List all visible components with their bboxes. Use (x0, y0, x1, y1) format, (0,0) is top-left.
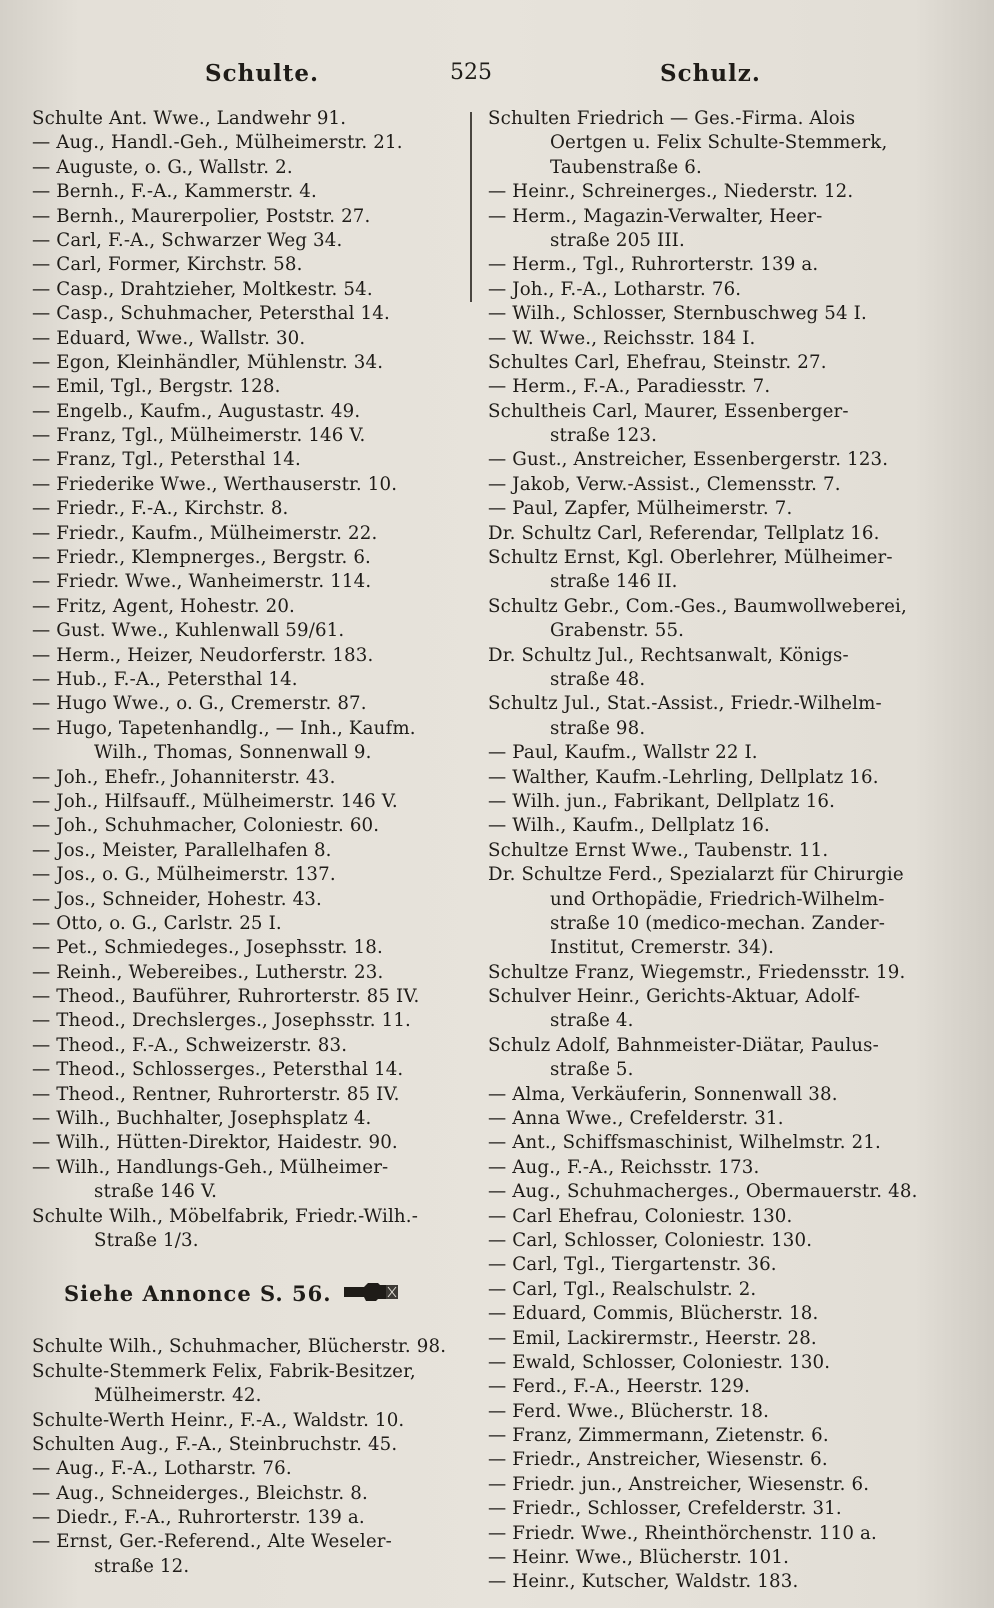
pointing-hand-icon (342, 1279, 400, 1313)
directory-entry: — Franz, Tgl., Mülheimerstr. 146 V. (32, 425, 366, 447)
page-number: 525 (450, 60, 492, 85)
entry-continuation: straße 146 V. (94, 1181, 218, 1203)
directory-entry: — Joh., Hilfsauff., Mülheimerstr. 146 V. (32, 790, 398, 812)
directory-entry: — Friedr. Wwe., Rheinthörchenstr. 110 a. (488, 1522, 877, 1544)
left-column (32, 107, 472, 1579)
directory-entry: — Hub., F.-A., Petersthal 14. (32, 668, 298, 690)
entry-continuation: Taubenstraße 6. (550, 156, 702, 178)
entry-continuation: Wilh., Thomas, Sonnenwall 9. (94, 742, 372, 764)
directory-entry: — Carl, F.-A., Schwarzer Weg 34. (32, 229, 343, 251)
directory-entry: — Friedr. jun., Anstreicher, Wiesenstr. 6. (488, 1473, 870, 1495)
entry-continuation: straße 48. (550, 668, 646, 690)
directory-entry: — Carl, Former, Kirchstr. 58. (32, 254, 303, 276)
directory-entry: — Gust., Anstreicher, Essenbergerstr. 123. (488, 449, 889, 471)
directory-entry: — Aug., Schneiderges., Bleichstr. 8. (32, 1482, 368, 1504)
directory-entry: — Paul, Zapfer, Mülheimerstr. 7. (488, 498, 793, 520)
directory-entry: — Friedr., Kaufm., Mülheimerstr. 22. (32, 522, 378, 544)
directory-entry: — Ant., Schiffsmaschinist, Wilhelmstr. 21. (488, 1132, 881, 1154)
directory-entry: — Hugo, Tapetenhandlg., — Inh., Kaufm. (32, 717, 416, 739)
directory-entry: Dr. Schultz Jul., Rechtsanwalt, Königs- (488, 644, 849, 666)
entry-continuation: straße 98. (550, 717, 646, 739)
directory-entry: — Aug., Schuhmacherges., Obermauerstr. 48. (488, 1181, 918, 1203)
directory-entry: Schultz Gebr., Com.-Ges., Baumwollweberei, (488, 595, 907, 617)
directory-entry: — Aug., Handl.-Geh., Mülheimerstr. 21. (32, 132, 403, 154)
directory-entry: Dr. Schultze Ferd., Spezialarzt für Chirurgie (488, 864, 904, 886)
directory-entry: Schulver Heinr., Gerichts-Aktuar, Adolf- (488, 986, 861, 1008)
directory-entry: — Casp., Schuhmacher, Petersthal 14. (32, 303, 390, 325)
directory-entry: — Fritz, Agent, Hohestr. 20. (32, 595, 295, 617)
directory-entry: Schulz Adolf, Bahnmeister-Diätar, Paulus- (488, 1034, 879, 1056)
directory-entry: — Friedr., Klempnerges., Bergstr. 6. (32, 547, 371, 569)
directory-entry: Schulten Aug., F.-A., Steinbruchstr. 45. (32, 1433, 398, 1455)
directory-entry: — Emil, Lackirermstr., Heerstr. 28. (488, 1327, 817, 1349)
directory-entry: — Aug., F.-A., Reichsstr. 173. (488, 1156, 760, 1178)
directory-entry: — Bernh., Maurerpolier, Poststr. 27. (32, 205, 371, 227)
directory-entry: — Theod., F.-A., Schweizerstr. 83. (32, 1034, 348, 1056)
directory-entry: — Jos., Schneider, Hohestr. 43. (32, 888, 322, 910)
directory-entry: — Friedr., Schlosser, Crefelderstr. 31. (488, 1498, 842, 1520)
directory-entry: Schultz Ernst, Kgl. Oberlehrer, Mülheimer- (488, 547, 893, 569)
directory-entry: — Bernh., F.-A., Kammerstr. 4. (32, 181, 317, 203)
directory-entry: — Otto, o. G., Carlstr. 25 I. (32, 912, 282, 934)
entry-continuation: straße 12. (94, 1555, 190, 1577)
annonce-text: Siehe Annonce S. 56. (64, 1281, 332, 1307)
directory-entry: — Carl, Tgl., Realschulstr. 2. (488, 1278, 757, 1300)
directory-entry: — Joh., F.-A., Lotharstr. 76. (488, 278, 742, 300)
directory-entry: — Friederike Wwe., Werthauserstr. 10. (32, 473, 398, 495)
directory-entry: — Ewald, Schlosser, Coloniestr. 130. (488, 1351, 831, 1373)
directory-entry: — Alma, Verkäuferin, Sonnenwall 38. (488, 1083, 838, 1105)
directory-entry: — Carl, Tgl., Tiergartenstr. 36. (488, 1254, 777, 1276)
entry-continuation: straße 5. (550, 1059, 634, 1081)
entry-continuation: Grabenstr. 55. (550, 620, 685, 642)
directory-entry: — Friedr., F.-A., Kirchstr. 8. (32, 498, 289, 520)
directory-entry: Schultes Carl, Ehefrau, Steinstr. 27. (488, 351, 827, 373)
directory-entry: — Jakob, Verw.-Assist., Clemensstr. 7. (488, 473, 841, 495)
entry-continuation: und Orthopädie, Friedrich-Wilhelm- (550, 888, 885, 910)
directory-entry: — Anna Wwe., Crefelderstr. 31. (488, 1108, 784, 1130)
right-column (488, 107, 963, 1595)
directory-entry: — Carl, Schlosser, Coloniestr. 130. (488, 1229, 813, 1251)
directory-entry: — Heinr., Schreinerges., Niederstr. 12. (488, 181, 854, 203)
directory-entry: — Theod., Schlosserges., Petersthal 14. (32, 1059, 404, 1081)
directory-entry: — Emil, Tgl., Bergstr. 128. (32, 376, 281, 398)
header-right-name: Schulz. (660, 60, 761, 87)
directory-entry: Dr. Schultz Carl, Referendar, Tellplatz 16. (488, 522, 880, 544)
entry-continuation: straße 146 II. (550, 571, 678, 593)
directory-entry: — Herm., Tgl., Ruhrorterstr. 139 a. (488, 254, 819, 276)
entry-continuation: Oertgen u. Felix Schulte-Stemmerk, (550, 132, 888, 154)
directory-entry: — Carl Ehefrau, Coloniestr. 130. (488, 1205, 793, 1227)
directory-entry: Schulten Friedrich — Ges.-Firma. Alois (488, 108, 856, 129)
directory-entry: — Theod., Bauführer, Ruhrorterstr. 85 IV. (32, 986, 420, 1008)
directory-entry: — Friedr., Anstreicher, Wiesenstr. 6. (488, 1449, 828, 1471)
directory-entry: — Ferd., F.-A., Heerstr. 129. (488, 1376, 751, 1398)
directory-entry: — Herm., F.-A., Paradiesstr. 7. (488, 376, 771, 398)
directory-entry: — Jos., o. G., Mülheimerstr. 137. (32, 864, 336, 886)
entry-continuation: straße 205 III. (550, 229, 685, 251)
directory-entry: Schulte Ant. Wwe., Landwehr 91. (32, 108, 347, 129)
directory-entry: — Joh., Schuhmacher, Coloniestr. 60. (32, 815, 380, 837)
entry-continuation: Mülheimerstr. 42. (94, 1385, 262, 1407)
entry-continuation: straße 10 (medico-mechan. Zander- (550, 912, 886, 934)
header-left-name: Schulte. (205, 60, 320, 87)
directory-entry: Schulte-Stemmerk Felix, Fabrik-Besitzer, (32, 1360, 416, 1382)
directory-entry: — Gust. Wwe., Kuhlenwall 59/61. (32, 620, 345, 642)
directory-entry: — Friedr. Wwe., Wanheimerstr. 114. (32, 571, 372, 593)
directory-entry: — Auguste, o. G., Wallstr. 2. (32, 156, 293, 178)
directory-entry: — Ernst, Ger.-Referend., Alte Weseler- (32, 1531, 392, 1553)
directory-entry: — Paul, Kaufm., Wallstr 22 I. (488, 742, 758, 764)
directory-entry: Schultz Jul., Stat.-Assist., Friedr.-Wilhelm- (488, 693, 882, 715)
entry-continuation: straße 123. (550, 425, 658, 447)
directory-entry: — Wilh., Buchhalter, Josephsplatz 4. (32, 1108, 372, 1130)
directory-entry: — Theod., Rentner, Ruhrorterstr. 85 IV. (32, 1083, 400, 1105)
directory-entry: — Wilh., Hütten-Direktor, Haidestr. 90. (32, 1132, 398, 1154)
directory-entry: — Wilh., Kaufm., Dellplatz 16. (488, 815, 770, 837)
directory-entry: Schulte Wilh., Schuhmacher, Blücherstr. 98. (32, 1336, 447, 1358)
directory-entry: — Wilh., Handlungs-Geh., Mülheimer- (32, 1156, 389, 1178)
directory-entry: — Walther, Kaufm.-Lehrling, Dellplatz 16. (488, 766, 879, 788)
directory-entry: Schultheis Carl, Maurer, Essenberger- (488, 400, 849, 422)
directory-entry: Schultze Franz, Wiegemstr., Friedensstr. 19. (488, 961, 906, 983)
entry-continuation: straße 4. (550, 1010, 634, 1032)
directory-entry: — Reinh., Webereibes., Lutherstr. 23. (32, 961, 384, 983)
annonce-reference (32, 1277, 472, 1311)
directory-entry: — Herm., Magazin-Verwalter, Heer- (488, 205, 823, 227)
directory-entry: — Heinr., Kutscher, Waldstr. 183. (488, 1571, 799, 1593)
directory-entry: — Aug., F.-A., Lotharstr. 76. (32, 1458, 292, 1480)
directory-entry: — Jos., Meister, Parallelhafen 8. (32, 839, 332, 861)
directory-entry: — Heinr. Wwe., Blücherstr. 101. (488, 1547, 790, 1569)
spacer (32, 1311, 472, 1335)
page-header (0, 60, 994, 94)
directory-entry: — Herm., Heizer, Neudorferstr. 183. (32, 644, 374, 666)
directory-entry: — Ferd. Wwe., Blücherstr. 18. (488, 1400, 770, 1422)
directory-entry: — Diedr., F.-A., Ruhrorterstr. 139 a. (32, 1507, 365, 1529)
directory-entry: — Egon, Kleinhändler, Mühlenstr. 34. (32, 351, 384, 373)
directory-entry: — Joh., Ehefr., Johanniterstr. 43. (32, 766, 336, 788)
directory-entry: — Eduard, Wwe., Wallstr. 30. (32, 327, 306, 349)
directory-entry: — W. Wwe., Reichsstr. 184 I. (488, 327, 756, 349)
directory-entry: — Engelb., Kaufm., Augustastr. 49. (32, 400, 361, 422)
directory-entry: — Pet., Schmiedeges., Josephsstr. 18. (32, 937, 383, 959)
directory-entry: — Wilh., Schlosser, Sternbuschweg 54 I. (488, 303, 867, 325)
directory-entry: — Hugo Wwe., o. G., Cremerstr. 87. (32, 693, 367, 715)
directory-entry: — Casp., Drahtzieher, Moltkestr. 54. (32, 278, 373, 300)
directory-entry: Schulte-Werth Heinr., F.-A., Waldstr. 10. (32, 1409, 405, 1431)
entry-continuation: Straße 1/3. (94, 1229, 199, 1251)
entry-continuation: Institut, Cremerstr. 34). (550, 937, 774, 959)
directory-entry: — Franz, Tgl., Petersthal 14. (32, 449, 301, 471)
directory-entry: — Eduard, Commis, Blücherstr. 18. (488, 1303, 819, 1325)
directory-entry: — Theod., Drechslerges., Josephsstr. 11. (32, 1010, 411, 1032)
directory-entry: — Franz, Zimmermann, Zietenstr. 6. (488, 1425, 829, 1447)
directory-entry: Schulte Wilh., Möbelfabrik, Friedr.-Wilh.- (32, 1205, 419, 1227)
spacer (32, 1253, 472, 1277)
directory-entry: Schultze Ernst Wwe., Taubenstr. 11. (488, 839, 829, 861)
directory-entry: — Wilh. jun., Fabrikant, Dellplatz 16. (488, 790, 836, 812)
